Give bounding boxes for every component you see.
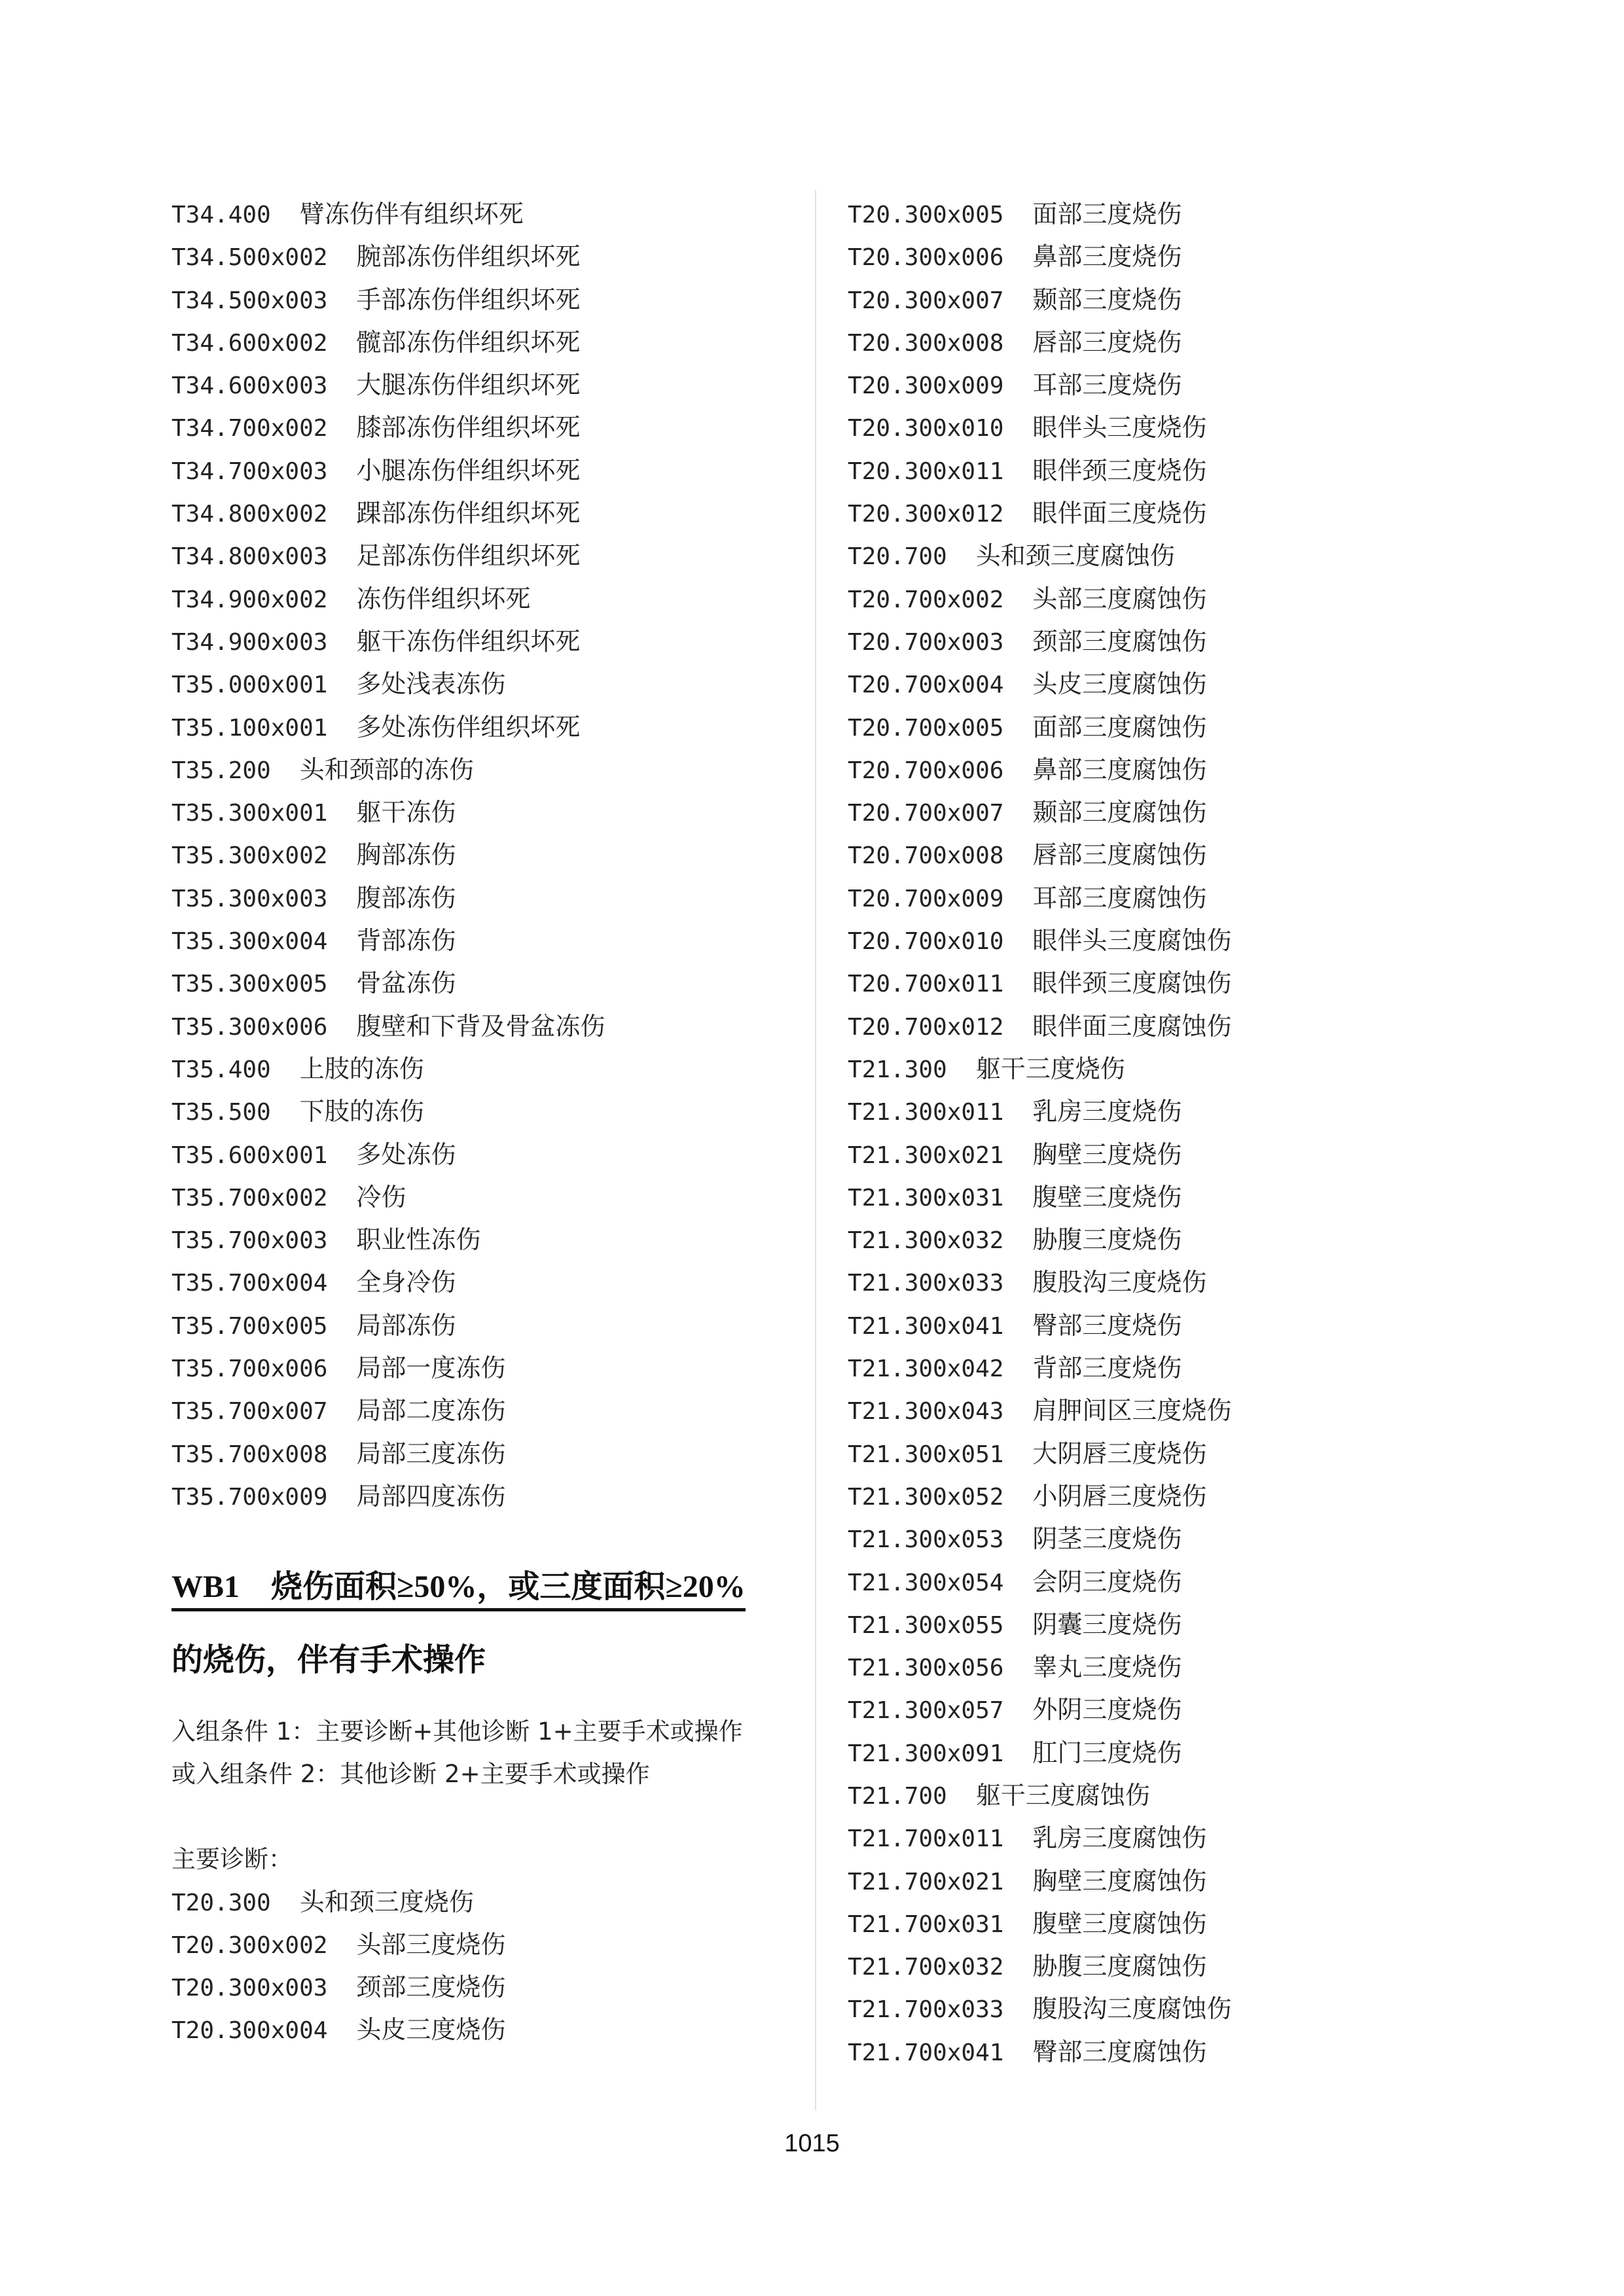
diagnosis-code: T35.300x005: [171, 971, 328, 998]
section-heading-line2: [171, 1624, 800, 1697]
diagnosis-name: 多处浅表冻伤: [356, 670, 506, 699]
diagnosis-code: T35.300x003: [171, 885, 328, 912]
diagnosis-name: 躯干冻伤: [356, 798, 456, 827]
diagnosis-code: T35.700x009: [171, 1483, 328, 1511]
diagnosis-entry: [848, 1646, 1476, 1689]
diagnosis-code: T20.300x006: [848, 244, 1004, 272]
diagnosis-entry: [171, 877, 800, 920]
diagnosis-code: T20.700x008: [848, 842, 1004, 870]
diagnosis-name: 颈部三度烧伤: [356, 1973, 506, 2002]
diagnosis-name: 面部三度烧伤: [1032, 200, 1182, 228]
diagnosis-entry: [848, 1433, 1476, 1475]
diagnosis-code: T20.300x011: [848, 457, 1004, 485]
diagnosis-name: 腹股沟三度烧伤: [1032, 1268, 1207, 1297]
diagnosis-code: T21.300x021: [848, 1141, 1004, 1169]
diagnosis-name: 冷伤: [356, 1182, 406, 1211]
diagnosis-name: 会阴三度烧伤: [1032, 1567, 1182, 1596]
diagnosis-code: T21.300x054: [848, 1569, 1004, 1596]
diagnosis-code: T35.700x006: [171, 1355, 328, 1383]
diagnosis-entry: [848, 1945, 1476, 1988]
diagnosis-code: T20.700x003: [848, 628, 1004, 656]
section-heading-line2-text: 的烧伤，伴有手术操作: [171, 1643, 486, 1678]
diagnosis-code: T34.800x002: [171, 501, 328, 528]
diagnosis-entry: [848, 1774, 1476, 1817]
diagnosis-name: 多处冻伤伴组织坏死: [356, 712, 581, 742]
page-number: 1015: [784, 2130, 840, 2157]
diagnosis-name: 大腿冻伤伴组织坏死: [356, 370, 581, 400]
main-diagnosis-label: 主要诊断：: [171, 1845, 293, 1874]
diagnosis-entry: [848, 1005, 1476, 1048]
spacer: [171, 1795, 800, 1838]
diagnosis-name: 乳房三度腐蚀伤: [1032, 1823, 1207, 1853]
diagnosis-entry: [171, 2009, 800, 2051]
diagnosis-code: T35.700x005: [171, 1312, 328, 1340]
diagnosis-entry: [848, 1561, 1476, 1604]
diagnosis-code: T35.300x004: [171, 928, 328, 956]
diagnosis-code: T21.300x057: [848, 1697, 1004, 1725]
diagnosis-name: 大阴唇三度烧伤: [1032, 1439, 1207, 1468]
diagnosis-entry: [848, 1817, 1476, 1859]
diagnosis-name: 足部冻伤伴组织坏死: [356, 541, 581, 571]
column-divider: [815, 190, 816, 2111]
diagnosis-code: T21.300x055: [848, 1611, 1004, 1639]
diagnosis-name: 局部一度冻伤: [356, 1354, 506, 1383]
diagnosis-name: 耳部三度腐蚀伤: [1032, 883, 1207, 912]
diagnosis-name: 躯干三度烧伤: [975, 1054, 1125, 1083]
diagnosis-name: 局部四度冻伤: [356, 1481, 506, 1511]
diagnosis-entry: [171, 1048, 800, 1090]
spacer: [171, 1518, 800, 1551]
diagnosis-name: 胸壁三度烧伤: [1032, 1139, 1182, 1169]
diagnosis-code: T20.300x007: [848, 287, 1004, 314]
diagnosis-entry: [848, 1988, 1476, 2030]
group-condition-2: 或入组条件 2：其他诊断 2+主要手术或操作: [171, 1760, 650, 1789]
diagnosis-entry: [171, 1176, 800, 1219]
diagnosis-name: 胸部冻伤: [356, 840, 456, 870]
diagnosis-name: 骨盆冻伤: [356, 969, 456, 998]
diagnosis-code: T21.700: [848, 1782, 947, 1810]
diagnosis-name: 头和颈三度烧伤: [299, 1887, 474, 1916]
diagnosis-name: 腹壁三度腐蚀伤: [1032, 1909, 1207, 1938]
diagnosis-name: 唇部三度腐蚀伤: [1032, 840, 1207, 870]
diagnosis-code: T21.700x021: [848, 1868, 1004, 1895]
diagnosis-name: 膝部冻伤伴组织坏死: [356, 413, 581, 442]
diagnosis-entry: [848, 492, 1476, 535]
diagnosis-name: 多处冻伤: [356, 1139, 456, 1169]
diagnosis-code: T34.400: [171, 202, 271, 228]
diagnosis-name: 颈部三度腐蚀伤: [1032, 626, 1207, 656]
diagnosis-entry: [848, 706, 1476, 749]
diagnosis-code: T35.400: [171, 1056, 271, 1083]
diagnosis-code: T20.700x011: [848, 971, 1004, 998]
diagnosis-name: 阴茎三度烧伤: [1032, 1524, 1182, 1554]
diagnosis-name: 头部三度腐蚀伤: [1032, 584, 1207, 613]
diagnosis-code: T34.700x003: [171, 457, 328, 485]
diagnosis-entry: [171, 279, 800, 321]
left-entry-list-bottom: [171, 1881, 800, 2052]
diagnosis-entry: [171, 406, 800, 449]
diagnosis-name: 臀部三度腐蚀伤: [1032, 2037, 1207, 2066]
diagnosis-entry: [848, 1219, 1476, 1261]
diagnosis-code: T35.700x002: [171, 1184, 328, 1211]
diagnosis-entry: [171, 492, 800, 535]
diagnosis-name: 头皮三度腐蚀伤: [1032, 670, 1207, 699]
diagnosis-name: 躯干三度腐蚀伤: [975, 1780, 1150, 1810]
diagnosis-entry: [171, 920, 800, 962]
right-entry-list: [848, 193, 1476, 2073]
right-column: [848, 193, 1476, 2073]
group-condition-1: 入组条件 1：主要诊断+其他诊断 1+主要手术或操作: [171, 1717, 743, 1746]
diagnosis-code: T34.600x003: [171, 372, 328, 400]
diagnosis-code: T20.300x004: [171, 2017, 328, 2045]
diagnosis-entry: [848, 791, 1476, 834]
diagnosis-entry: [848, 578, 1476, 620]
diagnosis-entry: [848, 535, 1476, 577]
diagnosis-name: 眼伴颈三度烧伤: [1032, 456, 1207, 485]
diagnosis-entry: [171, 450, 800, 492]
diagnosis-entry: [848, 1689, 1476, 1731]
diagnosis-entry: [848, 1390, 1476, 1432]
diagnosis-name: 眼伴颈三度腐蚀伤: [1032, 969, 1232, 998]
diagnosis-code: T20.300x012: [848, 501, 1004, 528]
diagnosis-name: 眼伴面三度烧伤: [1032, 499, 1207, 528]
diagnosis-code: T20.700x012: [848, 1013, 1004, 1041]
diagnosis-entry: [171, 535, 800, 577]
diagnosis-code: T34.800x003: [171, 543, 328, 571]
diagnosis-code: T35.300x006: [171, 1013, 328, 1041]
diagnosis-code: T35.300x002: [171, 842, 328, 870]
diagnosis-entry: [171, 364, 800, 406]
diagnosis-entry: [848, 321, 1476, 364]
diagnosis-entry: [171, 1881, 800, 1924]
diagnosis-entry: [171, 1433, 800, 1475]
diagnosis-name: 腹股沟三度腐蚀伤: [1032, 1994, 1232, 2024]
diagnosis-code: T21.300x043: [848, 1398, 1004, 1426]
diagnosis-code: T21.700x033: [848, 1996, 1004, 2024]
diagnosis-entry: [848, 279, 1476, 321]
diagnosis-entry: [848, 236, 1476, 278]
diagnosis-name: 肩胛间区三度烧伤: [1032, 1396, 1232, 1426]
diagnosis-entry: [171, 834, 800, 876]
diagnosis-code: T20.700x006: [848, 757, 1004, 784]
diagnosis-entry: [848, 749, 1476, 791]
diagnosis-entry: [171, 663, 800, 706]
diagnosis-entry: [171, 1134, 800, 1176]
diagnosis-name: 腕部冻伤伴组织坏死: [356, 242, 581, 272]
diagnosis-name: 头和颈部的冻伤: [299, 755, 474, 784]
diagnosis-code: T20.700x010: [848, 928, 1004, 956]
left-entry-list-top: [171, 193, 800, 1518]
diagnosis-entry: [171, 236, 800, 278]
diagnosis-code: T35.700x007: [171, 1398, 328, 1426]
diagnosis-code: T21.700x031: [848, 1910, 1004, 1938]
diagnosis-code: T34.500x002: [171, 244, 328, 272]
diagnosis-code: T20.300x008: [848, 329, 1004, 357]
diagnosis-name: 上肢的冻伤: [299, 1054, 424, 1083]
diagnosis-entry: [848, 962, 1476, 1005]
diagnosis-code: T34.600x002: [171, 329, 328, 357]
diagnosis-code: T21.300x091: [848, 1740, 1004, 1767]
diagnosis-entry: [171, 1090, 800, 1133]
diagnosis-entry: [171, 1924, 800, 1966]
diagnosis-code: T20.300x003: [171, 1975, 328, 2002]
diagnosis-code: T20.700x002: [848, 586, 1004, 613]
diagnosis-entry: [848, 1475, 1476, 1518]
diagnosis-name: 胸壁三度腐蚀伤: [1032, 1866, 1207, 1895]
diagnosis-name: 颞部三度腐蚀伤: [1032, 798, 1207, 827]
diagnosis-entry: [848, 1732, 1476, 1774]
diagnosis-code: T21.300x056: [848, 1655, 1004, 1682]
diagnosis-entry: [848, 1604, 1476, 1646]
diagnosis-name: 头皮三度烧伤: [356, 2015, 506, 2045]
diagnosis-name: 耳部三度烧伤: [1032, 370, 1182, 400]
diagnosis-name: 眼伴头三度烧伤: [1032, 413, 1207, 442]
diagnosis-code: T20.300: [171, 1889, 271, 1916]
diagnosis-code: T20.300x009: [848, 372, 1004, 400]
diagnosis-name: 肛门三度烧伤: [1032, 1738, 1182, 1767]
diagnosis-name: 外阴三度烧伤: [1032, 1695, 1182, 1725]
diagnosis-entry: [171, 193, 800, 236]
left-column: [171, 193, 800, 2052]
diagnosis-name: 唇部三度烧伤: [1032, 327, 1182, 357]
diagnosis-code: T21.300x051: [848, 1441, 1004, 1468]
diagnosis-code: T35.700x008: [171, 1441, 328, 1468]
diagnosis-entry: [848, 1903, 1476, 1945]
diagnosis-name: 眼伴面三度腐蚀伤: [1032, 1011, 1232, 1041]
diagnosis-code: T34.900x002: [171, 586, 328, 613]
diagnosis-name: 全身冷伤: [356, 1268, 456, 1297]
diagnosis-code: T21.300x032: [848, 1227, 1004, 1255]
diagnosis-code: T20.700x005: [848, 714, 1004, 742]
diagnosis-code: T21.300x031: [848, 1184, 1004, 1211]
diagnosis-name: 鼻部三度烧伤: [1032, 242, 1182, 272]
diagnosis-code: T34.500x003: [171, 287, 328, 314]
diagnosis-entry: [848, 450, 1476, 492]
diagnosis-name: 背部三度烧伤: [1032, 1354, 1182, 1383]
diagnosis-entry: [848, 1860, 1476, 1903]
diagnosis-name: 局部二度冻伤: [356, 1396, 506, 1426]
diagnosis-entry: [848, 1090, 1476, 1133]
diagnosis-code: T35.500: [171, 1099, 271, 1126]
diagnosis-entry: [171, 1966, 800, 2009]
diagnosis-name: 胁腹三度烧伤: [1032, 1225, 1182, 1255]
diagnosis-name: 髋部冻伤伴组织坏死: [356, 327, 581, 357]
diagnosis-name: 踝部冻伤伴组织坏死: [356, 499, 581, 528]
diagnosis-code: T20.700x004: [848, 672, 1004, 699]
section-heading: [171, 1551, 800, 1697]
diagnosis-code: T21.300x052: [848, 1483, 1004, 1511]
diagnosis-code: T21.300x011: [848, 1099, 1004, 1126]
diagnosis-code: T34.900x003: [171, 628, 328, 656]
diagnosis-entry: [848, 1304, 1476, 1347]
diagnosis-name: 面部三度腐蚀伤: [1032, 712, 1207, 742]
diagnosis-code: T35.300x001: [171, 800, 328, 827]
diagnosis-code: T21.300x041: [848, 1312, 1004, 1340]
diagnosis-entry: [848, 620, 1476, 663]
diagnosis-name: 下肢的冻伤: [299, 1097, 424, 1126]
diagnosis-code: T20.700x007: [848, 800, 1004, 827]
diagnosis-name: 颞部三度烧伤: [1032, 285, 1182, 314]
diagnosis-code: T34.700x002: [171, 415, 328, 442]
diagnosis-name: 腹壁和下背及骨盆冻伤: [356, 1011, 605, 1041]
diagnosis-code: T21.300: [848, 1056, 947, 1083]
diagnosis-name: 局部冻伤: [356, 1310, 456, 1340]
diagnosis-name: 阴囊三度烧伤: [1032, 1609, 1182, 1639]
diagnosis-entry: [848, 1261, 1476, 1304]
diagnosis-entry: [171, 620, 800, 663]
diagnosis-name: 背部冻伤: [356, 926, 456, 956]
diagnosis-entry: [848, 406, 1476, 449]
diagnosis-entry: [848, 1048, 1476, 1090]
diagnosis-code: T21.300x033: [848, 1270, 1004, 1297]
diagnosis-entry: [848, 364, 1476, 406]
diagnosis-name: 职业性冻伤: [356, 1225, 481, 1255]
diagnosis-code: T21.300x053: [848, 1526, 1004, 1554]
diagnosis-entry: [171, 791, 800, 834]
diagnosis-code: T35.600x001: [171, 1141, 328, 1169]
diagnosis-entry: [848, 1134, 1476, 1176]
diagnosis-code: T21.300x042: [848, 1355, 1004, 1383]
diagnosis-entry: [171, 1005, 800, 1048]
diagnosis-name: 乳房三度烧伤: [1032, 1097, 1182, 1126]
diagnosis-name: 腹部冻伤: [356, 883, 456, 912]
diagnosis-name: 胁腹三度腐蚀伤: [1032, 1952, 1207, 1981]
diagnosis-code: T21.700x011: [848, 1825, 1004, 1853]
diagnosis-name: 臂冻伤伴有组织坏死: [299, 200, 524, 228]
diagnosis-entry: [848, 920, 1476, 962]
diagnosis-entry: [171, 749, 800, 791]
diagnosis-name: 手部冻伤伴组织坏死: [356, 285, 581, 314]
diagnosis-entry: [171, 578, 800, 620]
spacer: [171, 1697, 800, 1710]
diagnosis-name: 鼻部三度腐蚀伤: [1032, 755, 1207, 784]
diagnosis-entry: [171, 1304, 800, 1347]
diagnosis-code: T35.000x001: [171, 672, 328, 699]
diagnosis-entry: [848, 1518, 1476, 1560]
diagnosis-name: 冻伤伴组织坏死: [356, 584, 531, 613]
diagnosis-code: T20.700x009: [848, 885, 1004, 912]
diagnosis-entry: [848, 2031, 1476, 2073]
diagnosis-entry: [171, 321, 800, 364]
diagnosis-entry: [848, 1347, 1476, 1390]
diagnosis-name: 小腿冻伤伴组织坏死: [356, 456, 581, 485]
diagnosis-entry: [848, 834, 1476, 876]
diagnosis-entry: [848, 877, 1476, 920]
section-heading-line1: [171, 1551, 800, 1624]
diagnosis-entry: [848, 1176, 1476, 1219]
diagnosis-name: 腹壁三度烧伤: [1032, 1182, 1182, 1211]
diagnosis-entry: [171, 1261, 800, 1304]
diagnosis-entry: [171, 1475, 800, 1518]
diagnosis-name: 臀部三度烧伤: [1032, 1310, 1182, 1340]
diagnosis-entry: [171, 1219, 800, 1261]
diagnosis-entry: [171, 962, 800, 1005]
diagnosis-code: T21.700x041: [848, 2039, 1004, 2066]
diagnosis-entry: [848, 193, 1476, 236]
diagnosis-name: 头和颈三度腐蚀伤: [975, 541, 1175, 571]
diagnosis-code: T35.100x001: [171, 714, 328, 742]
diagnosis-code: T35.700x003: [171, 1227, 328, 1255]
diagnosis-entry: [848, 663, 1476, 706]
diagnosis-code: T20.300x005: [848, 202, 1004, 228]
diagnosis-code: T35.700x004: [171, 1270, 328, 1297]
diagnosis-code: T20.300x010: [848, 415, 1004, 442]
diagnosis-name: 头部三度烧伤: [356, 1929, 506, 1959]
diagnosis-name: 小阴唇三度烧伤: [1032, 1481, 1207, 1511]
diagnosis-entry: [171, 706, 800, 749]
section-heading-line1-text: WB1 烧伤面积≥50%，或三度面积≥20%: [171, 1570, 746, 1611]
diagnosis-code: T20.300x002: [171, 1931, 328, 1959]
diagnosis-code: T20.700: [848, 543, 947, 571]
diagnosis-name: 躯干冻伤伴组织坏死: [356, 626, 581, 656]
diagnosis-name: 局部三度冻伤: [356, 1439, 506, 1468]
diagnosis-name: 眼伴头三度腐蚀伤: [1032, 926, 1232, 956]
diagnosis-entry: [171, 1390, 800, 1432]
diagnosis-code: T21.700x032: [848, 1954, 1004, 1981]
diagnosis-entry: [171, 1347, 800, 1390]
diagnosis-code: T35.200: [171, 757, 271, 784]
diagnosis-name: 睾丸三度烧伤: [1032, 1653, 1182, 1682]
